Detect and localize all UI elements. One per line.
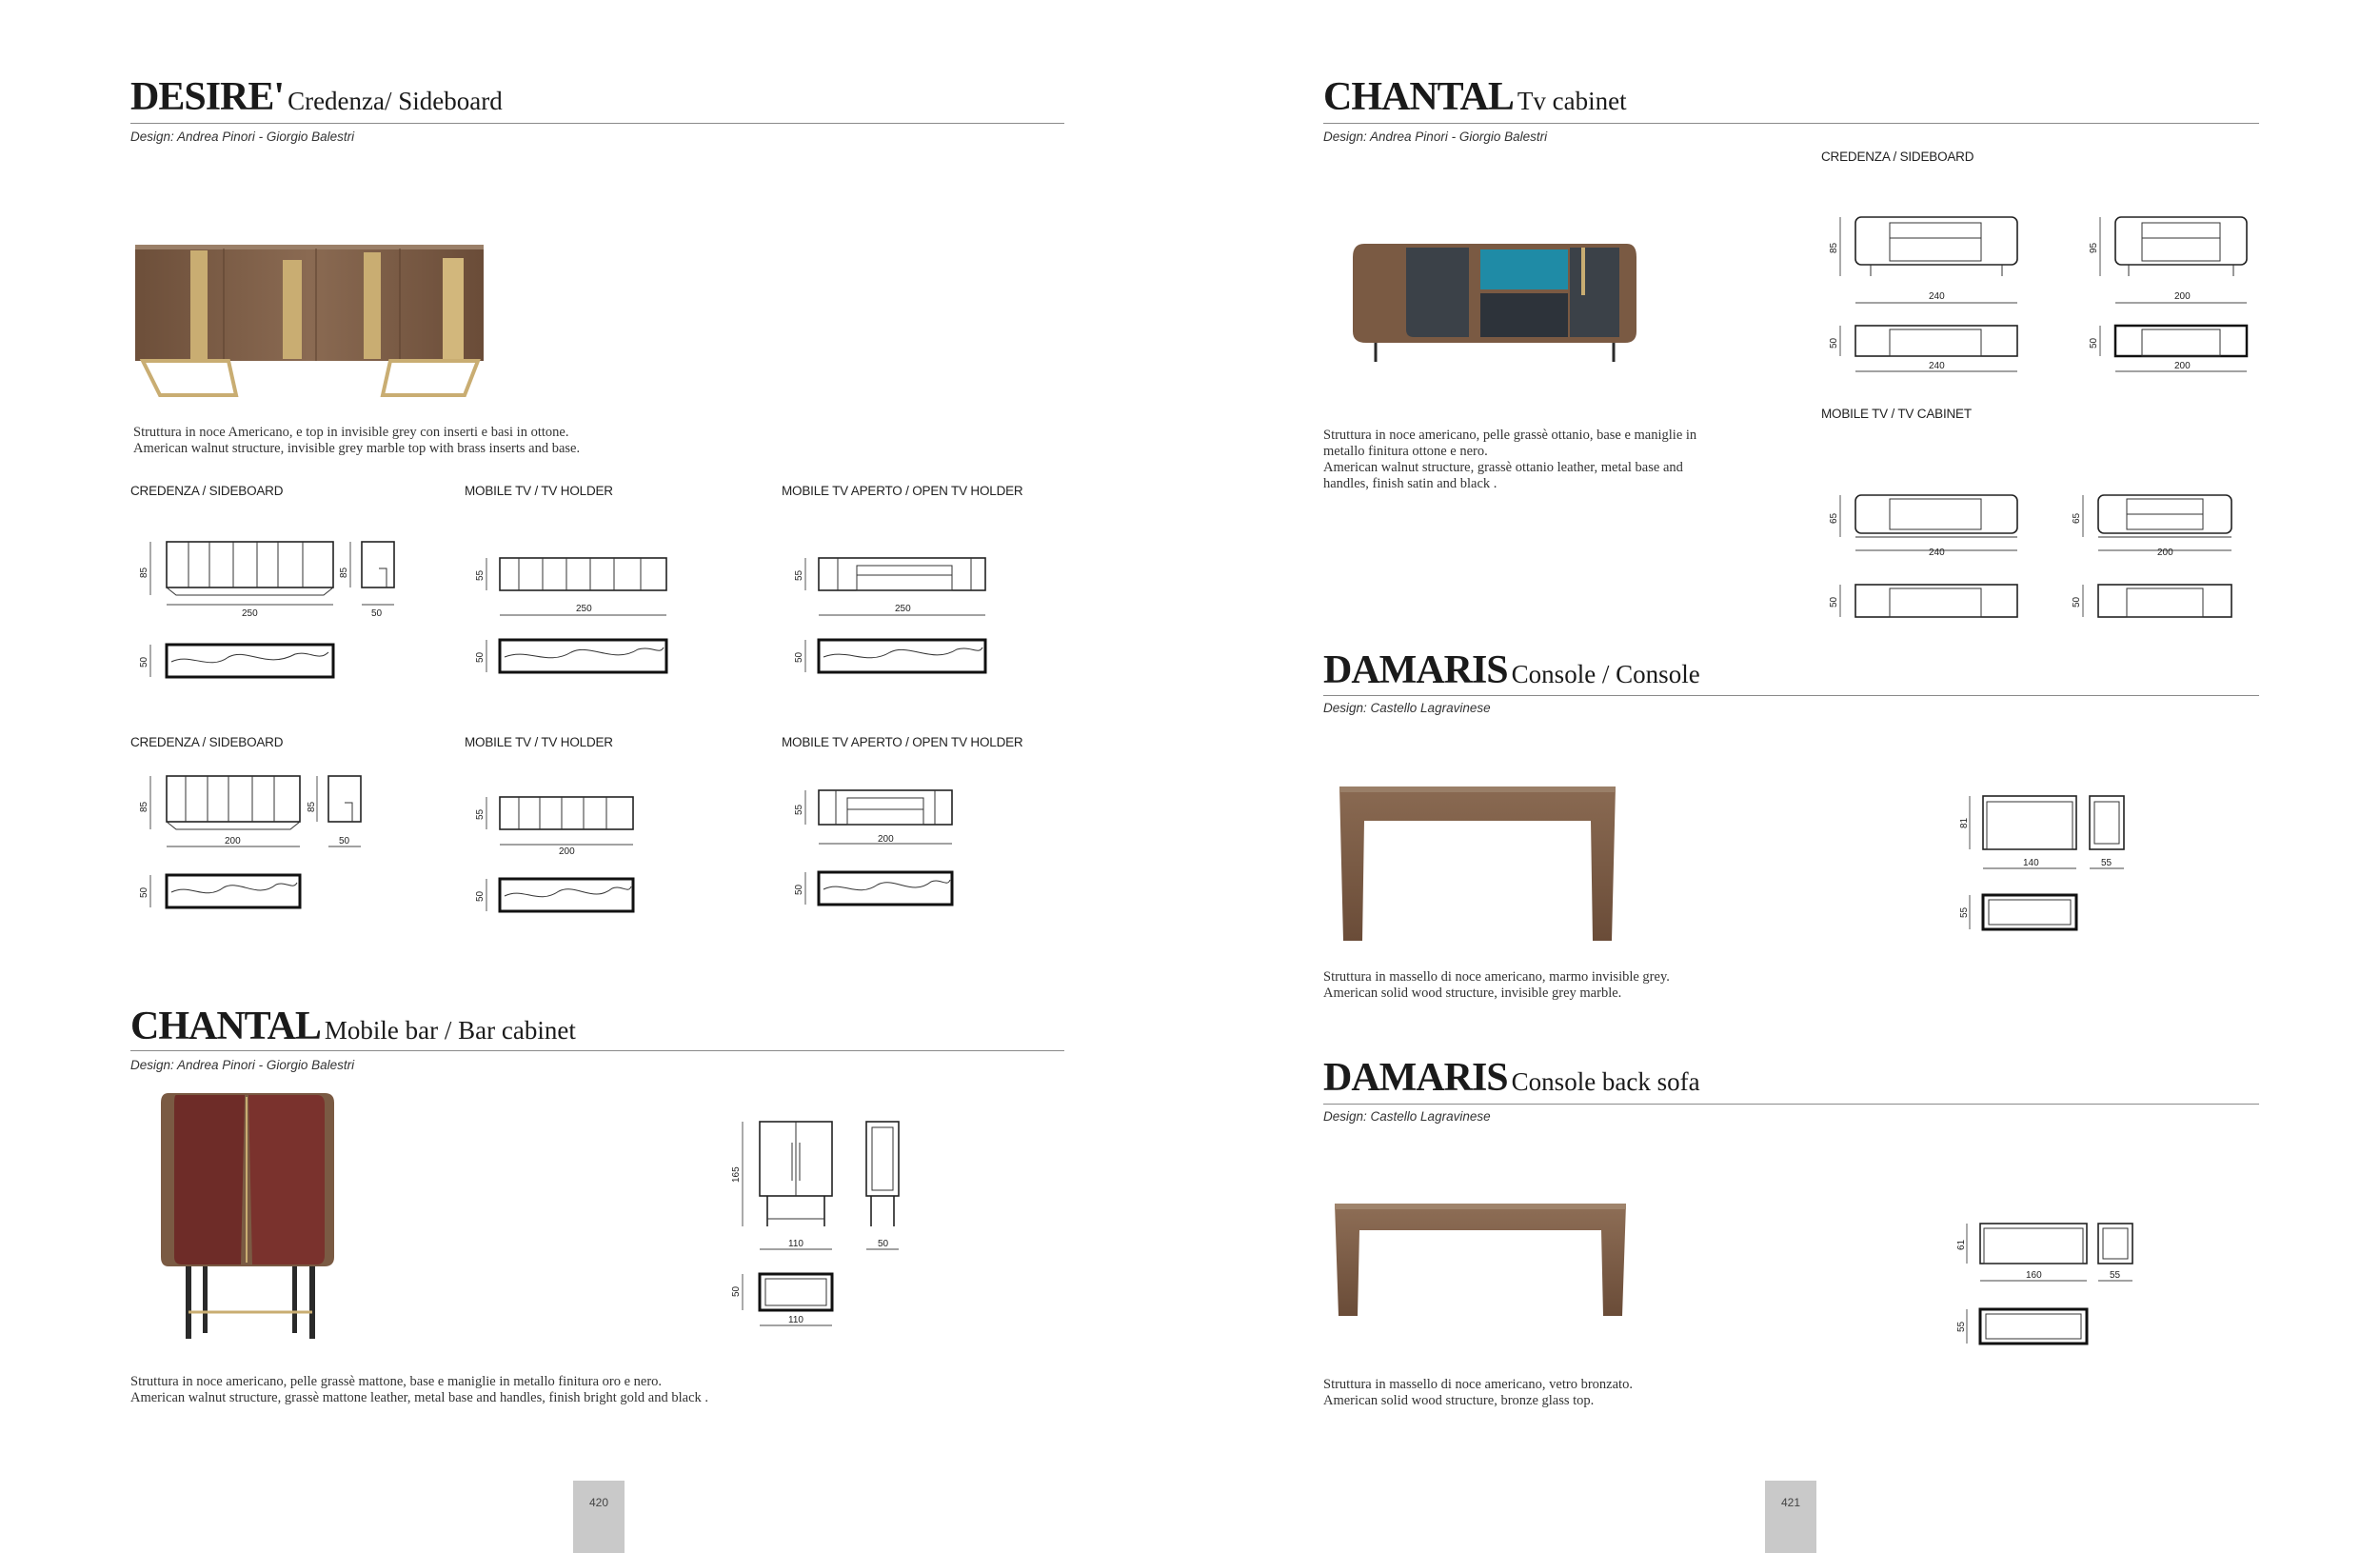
- desire-r2-open-height: 55: [794, 804, 804, 815]
- damaris-console-drawing: [1956, 790, 2147, 933]
- desire-r2-tv-depth: 50: [475, 890, 486, 902]
- desire-desc-en: American walnut structure, invisible grey marble top with brass inserts and base.: [133, 441, 581, 456]
- damaris-sofa-side-width: 55: [2110, 1270, 2121, 1281]
- desire-r1-sb-width: 250: [242, 608, 258, 619]
- damaris-sofa-divider: [1323, 1104, 2259, 1105]
- chantal-tv-desc-line-1: Struttura in noce americano, pelle grassè ottanio, base e maniglie in: [1323, 428, 1697, 443]
- chantal-tv-desc-line-4: handles, finish satin and black .: [1323, 476, 1497, 491]
- page-number-left: 420: [573, 1481, 625, 1553]
- chantal-tv-title: [1323, 74, 1627, 120]
- chantal-bar-divider: [130, 1050, 1064, 1051]
- desire-r2-label-open: MOBILE TV APERTO / OPEN TV HOLDER: [782, 735, 1023, 749]
- chantal-tv-cab2-depth: 50: [2072, 596, 2082, 607]
- damaris-console-photo: [1338, 783, 1618, 945]
- desire-r1-label-open: MOBILE TV APERTO / OPEN TV HOLDER: [782, 484, 1023, 498]
- damaris-sofa-drawing: [1952, 1214, 2152, 1357]
- desire-r2-open-depth: 50: [794, 884, 804, 895]
- damaris-sofa-name: DAMARIS: [1323, 1056, 1508, 1100]
- desire-r2-sb-side-height: 85: [307, 801, 317, 812]
- chantal-tv-cab1-width: 240: [1929, 548, 1945, 558]
- damaris-console-title: [1323, 647, 1700, 693]
- chantal-bar-depth: 50: [731, 1285, 742, 1297]
- desire-r1-label-tv: MOBILE TV / TV HOLDER: [465, 484, 613, 498]
- desire-r2-tv-height: 55: [475, 808, 486, 820]
- desire-subtitle: Credenza/ Sideboard: [288, 87, 503, 115]
- chantal-bar-top-width: 110: [788, 1315, 803, 1325]
- desire-r2-sb-side-width: 50: [339, 836, 350, 846]
- desire-r1-tv-drawing: [471, 543, 690, 681]
- damaris-console-subtitle: Console / Console: [1511, 660, 1700, 688]
- damaris-console-divider: [1323, 695, 2259, 696]
- desire-r2-open-drawing: [790, 781, 981, 914]
- chantal-bar-designer: Design: Andrea Pinori - Giorgio Balestri: [130, 1058, 355, 1072]
- chantal-tv-sb2-depth-width: 200: [2174, 361, 2191, 371]
- desire-r1-tv-width: 250: [576, 604, 592, 614]
- chantal-tv-divider: [1323, 123, 2259, 124]
- desire-r2-sb-depth: 50: [139, 886, 149, 898]
- damaris-sofa-width: 160: [2026, 1270, 2042, 1281]
- desire-r2-tv-drawing: [471, 786, 662, 919]
- chantal-bar-title: [130, 1004, 576, 1049]
- chantal-tv-sb1-height: 85: [1829, 242, 1839, 253]
- damaris-sofa-photo: [1333, 1202, 1628, 1321]
- chantal-tv-sb2-depth: 50: [2089, 337, 2099, 348]
- damaris-sofa-desc-it: Struttura in massello di noce americano, vetro bronzato.: [1323, 1377, 1633, 1392]
- damaris-sofa-desc-en: American solid wood structure, bronze glass top.: [1323, 1393, 1595, 1408]
- damaris-console-width: 140: [2023, 858, 2039, 868]
- desire-r1-sb-side-height: 85: [339, 567, 349, 578]
- chantal-bar-description: [130, 1374, 708, 1406]
- desire-r1-open-width: 250: [895, 604, 911, 614]
- chantal-tv-sb2-height: 95: [2089, 242, 2099, 253]
- damaris-sofa-subtitle: Console back sofa: [1511, 1067, 1700, 1096]
- chantal-tv-sb2-drawing: [2083, 209, 2254, 381]
- chantal-tv-photo: [1347, 238, 1642, 367]
- chantal-tv-cab1-depth: 50: [1829, 596, 1839, 607]
- desire-divider: [130, 123, 1064, 124]
- damaris-sofa-height: 61: [1956, 1239, 1967, 1250]
- chantal-tv-desc-line-3: American walnut structure, grassè ottanio leather, metal base and: [1323, 460, 1683, 475]
- chantal-tv-desc-line-2: metallo finitura ottone e nero.: [1323, 444, 1488, 459]
- chantal-bar-subtitle: Mobile bar / Bar cabinet: [324, 1016, 576, 1045]
- chantal-tv-cab2-drawing: [2066, 484, 2256, 627]
- chantal-bar-desc-en: American walnut structure, grassè mattone leather, metal base and handles, finish bright gold and black .: [130, 1390, 709, 1405]
- chantal-bar-side-width: 50: [878, 1239, 889, 1249]
- chantal-tv-label-sideboard: CREDENZA / SIDEBOARD: [1821, 149, 1974, 164]
- desire-r1-open-height: 55: [794, 569, 804, 581]
- chantal-tv-cab2-width: 200: [2157, 548, 2173, 558]
- desire-r1-label-sideboard: CREDENZA / SIDEBOARD: [130, 484, 284, 498]
- desire-r2-label-sideboard: CREDENZA / SIDEBOARD: [130, 735, 284, 749]
- desire-r2-sideboard-drawing: [133, 767, 390, 919]
- chantal-bar-height: 165: [731, 1166, 742, 1183]
- chantal-tv-sb1-width: 240: [1929, 291, 1945, 302]
- desire-r1-sb-height: 85: [139, 567, 149, 578]
- desire-r1-open-depth: 50: [794, 651, 804, 663]
- chantal-bar-drawing: [724, 1114, 933, 1333]
- chantal-tv-sb2-width: 200: [2174, 291, 2191, 302]
- chantal-tv-description: [1323, 428, 1696, 492]
- desire-r2-sb-width: 200: [225, 836, 241, 846]
- chantal-bar-name: CHANTAL: [130, 1005, 321, 1048]
- chantal-tv-sb1-depth: 50: [1829, 337, 1839, 348]
- desire-desc-it: Struttura in noce Americano, e top in invisible grey con inserti e basi in ottone.: [133, 425, 569, 440]
- chantal-tv-designer: Design: Andrea Pinori - Giorgio Balestri: [1323, 129, 1548, 144]
- desire-designer: Design: Andrea Pinori - Giorgio Balestri: [130, 129, 355, 144]
- chantal-bar-photo: [157, 1085, 347, 1352]
- chantal-tv-name: CHANTAL: [1323, 75, 1514, 119]
- damaris-sofa-depth: 55: [1956, 1321, 1967, 1332]
- damaris-console-height: 81: [1959, 817, 1970, 828]
- chantal-tv-label-tv: MOBILE TV / TV CABINET: [1821, 407, 1972, 421]
- desire-r1-tv-depth: 50: [475, 651, 486, 663]
- damaris-console-depth: 55: [1959, 906, 1970, 918]
- damaris-console-desc-it: Struttura in massello di noce americano, marmo invisible grey.: [1323, 969, 1670, 985]
- damaris-console-description: [1323, 969, 1670, 1002]
- chantal-tv-cab1-drawing: [1823, 484, 2033, 627]
- desire-name: DESIRE': [130, 75, 285, 119]
- desire-r1-tv-height: 55: [475, 569, 486, 581]
- chantal-bar-width: 110: [788, 1239, 803, 1249]
- desire-description: [133, 425, 580, 457]
- damaris-console-side-width: 55: [2101, 858, 2112, 868]
- desire-r1-open-drawing: [790, 543, 1009, 681]
- desire-r2-open-width: 200: [878, 834, 894, 845]
- chantal-tv-cab1-height: 65: [1829, 512, 1839, 524]
- damaris-sofa-title: [1323, 1055, 1700, 1101]
- damaris-console-name: DAMARIS: [1323, 648, 1508, 692]
- chantal-tv-subtitle: Tv cabinet: [1517, 87, 1627, 115]
- chantal-tv-cab2-height: 65: [2072, 512, 2082, 524]
- chantal-tv-sb1-drawing: [1823, 209, 2033, 381]
- desire-r1-sb-depth: 50: [139, 656, 149, 667]
- damaris-sofa-designer: Design: Castello Lagravinese: [1323, 1109, 1491, 1124]
- desire-r2-label-tv: MOBILE TV / TV HOLDER: [465, 735, 613, 749]
- page-number-right: 421: [1765, 1481, 1816, 1553]
- damaris-console-desc-en: American solid wood structure, invisible grey marble.: [1323, 986, 1622, 1001]
- chantal-bar-desc-it: Struttura in noce americano, pelle grassè mattone, base e maniglie in metallo finitura oro e nero.: [130, 1374, 663, 1389]
- chantal-tv-sb1-depth-width: 240: [1929, 361, 1945, 371]
- desire-r2-tv-width: 200: [559, 846, 575, 857]
- damaris-console-designer: Design: Castello Lagravinese: [1323, 701, 1491, 715]
- desire-r2-sb-height: 85: [139, 801, 149, 812]
- desire-sideboard-photo: [133, 243, 487, 403]
- desire-r1-sideboard-drawing: [133, 528, 419, 681]
- desire-title: [130, 74, 503, 120]
- desire-r1-sb-side-width: 50: [371, 608, 383, 619]
- damaris-sofa-description: [1323, 1377, 1633, 1409]
